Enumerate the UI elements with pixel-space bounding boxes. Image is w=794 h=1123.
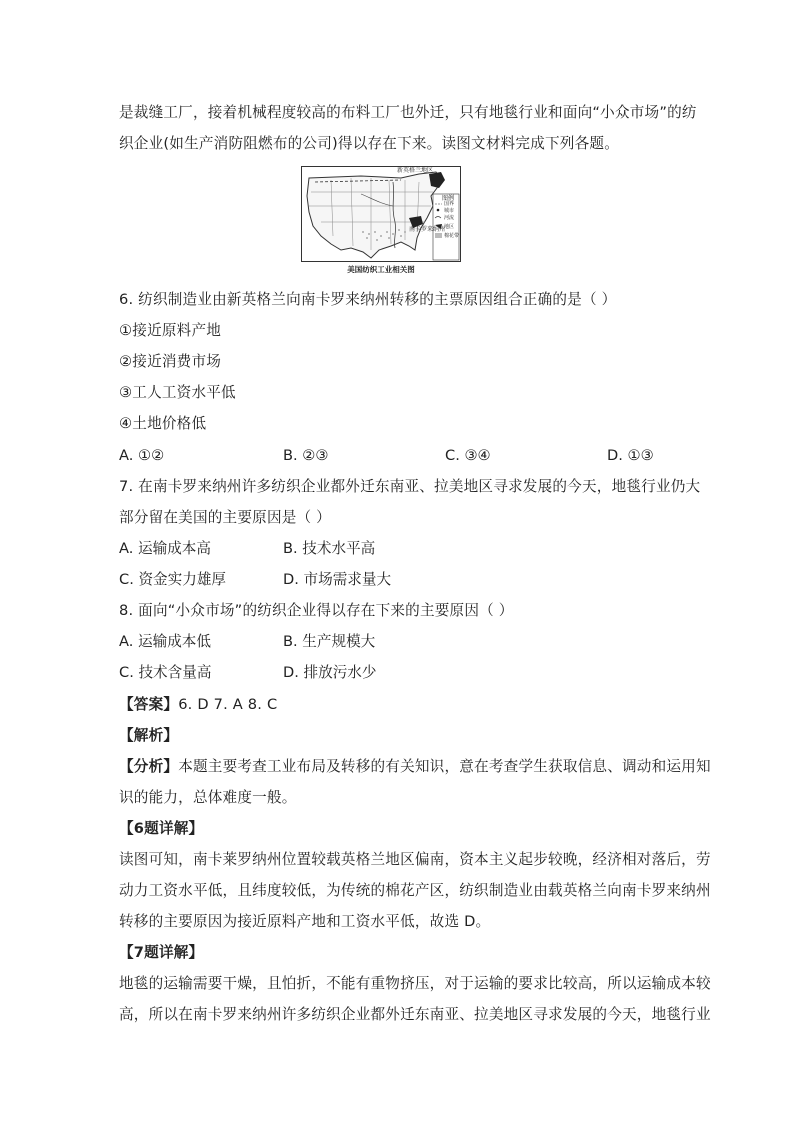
us-textile-map-figure xyxy=(301,166,461,278)
fenxi-text-1: 本题主要考查工业布局及转移的有关知识，意在考查学生获取信息、调动和运用知 xyxy=(178,758,711,775)
q6-item-2: ②接近消费市场 xyxy=(119,353,222,370)
q6-item-4: ④土地价格低 xyxy=(119,415,207,432)
q7-detail-line-1: 地毯的运输需要干燥，且怕折，不能有重物挤压，对于运输的要求比较高，所以运输成本较 xyxy=(119,975,711,992)
answer-line xyxy=(119,695,277,715)
q7-option-a: A. 运输成本高 xyxy=(119,540,211,557)
q6-detail-line-1: 读图可知，南卡莱罗纳州位置较载英格兰地区偏南，资本主义起步较晚，经济相对落后，劳 xyxy=(119,851,711,868)
q6-item-3: ③工人工资水平低 xyxy=(119,384,236,401)
intro-line-1: 是裁缝工厂，接着机械程度较高的布料工厂也外迁，只有地毯行业和面向“小众市场”的纺 xyxy=(119,104,697,121)
q7-option-d: D. 市场需求量大 xyxy=(283,571,392,588)
answer-label: 【答案】 xyxy=(119,696,179,713)
us-map-illustration xyxy=(301,166,461,278)
analysis-header: 【解析】 xyxy=(119,727,179,744)
q8-option-d: D. 排放污水少 xyxy=(283,664,377,681)
q8-option-b: B. 生产规模大 xyxy=(283,633,376,650)
fenxi-line-2: 识的能力，总体难度一般。 xyxy=(119,789,297,806)
q6-item-1: ①接近原料产地 xyxy=(119,322,222,339)
map-label-new-england: 新英格兰地区 xyxy=(397,167,434,174)
legend-border: 国界 xyxy=(444,201,455,207)
legend-title: 图例 xyxy=(442,195,455,202)
q6-detail-line-2: 动力工资水平低，且纬度较低，为传统的棉花产区，纺织制造业由载英格兰向南卡罗来纳州 xyxy=(119,882,711,899)
q7-detail-line-2: 高，所以在南卡罗来纳州许多纺织企业都外迁东南亚、拉美地区寻求发展的今天，地毯行业 xyxy=(119,1006,711,1023)
legend-river: 河流 xyxy=(444,215,455,221)
q8-stem: 8. 面向“小众市场”的纺织企业得以存在下来的主要原因（ ） xyxy=(119,602,514,619)
q6-option-c: C. ③④ xyxy=(445,447,491,464)
legend-city: 城市 xyxy=(444,208,455,214)
fenxi-label: 【分析】 xyxy=(119,758,179,775)
fenxi-line-1 xyxy=(119,757,711,777)
q6-option-a: A. ①② xyxy=(119,447,165,464)
q6-option-b: B. ②③ xyxy=(283,447,329,464)
q8-option-a: A. 运输成本低 xyxy=(119,633,211,650)
legend-cotton: 棉花带 xyxy=(444,233,460,239)
q8-option-c: C. 技术含量高 xyxy=(119,664,212,681)
map-label-south-carolina: 南卡罗来纳州 xyxy=(409,226,446,233)
q6-option-d: D. ①③ xyxy=(607,447,654,464)
q6-detail-line-3: 转移的主要原因为接近原料产地和工资水平低，故选 D。 xyxy=(119,913,491,930)
answer-text: 6. D 7. A 8. C xyxy=(178,696,278,713)
legend-region: 地区 xyxy=(444,224,455,230)
q6-detail-header: 【6题详解】 xyxy=(119,820,204,837)
q7-stem-line-2: 部分留在美国的主要原因是（ ） xyxy=(119,509,331,526)
q6-stem: 6. 纺织制造业由新英格兰向南卡罗来纳州转移的主票原因组合正确的是（ ） xyxy=(119,291,617,308)
q7-option-c: C. 资金实力雄厚 xyxy=(119,571,227,588)
q7-detail-header: 【7题详解】 xyxy=(119,944,204,961)
map-caption: 美国纺织工业相关图 xyxy=(347,265,415,274)
q7-stem-line-1: 7. 在南卡罗来纳州许多纺织企业都外迁东南亚、拉美地区寻求发展的今天，地毯行业仍大 xyxy=(119,478,701,495)
q7-option-b: B. 技术水平高 xyxy=(283,540,376,557)
intro-line-2: 织企业(如生产消防阻燃布的公司)得以存在下来。读图文材料完成下列各题。 xyxy=(119,135,619,152)
